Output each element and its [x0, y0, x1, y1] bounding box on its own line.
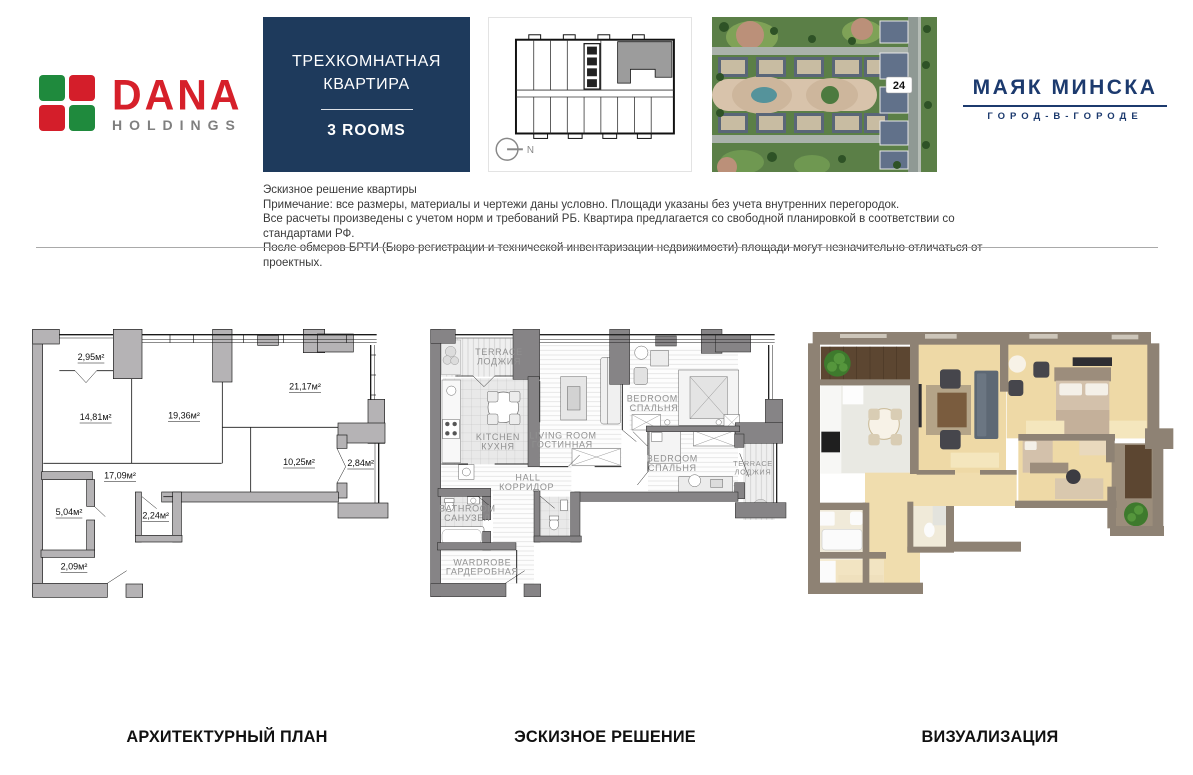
horizontal-divider [36, 247, 1158, 248]
room-bath-en: BATHROOM [438, 503, 496, 514]
area-bath: 5,04м² [55, 507, 83, 517]
logo-square-green-br [69, 105, 95, 131]
disclaimer-line: Примечание: все размеры, материалы и чертежи даны условно. Площади указаны без учета внутренних перегородок. [263, 198, 900, 211]
floor-location-thumbnail [488, 17, 692, 172]
title-divider [321, 109, 413, 110]
project-logo [963, 76, 1167, 122]
caption-sketch-solution: ЭСКИЗНОЕ РЕШЕНИЕ [514, 727, 696, 746]
brand-name: DANA [112, 70, 243, 120]
room-bedroom1-en: BEDROOM [626, 393, 678, 404]
room-bedroom2-ru: СПАЛЬНЯ [648, 463, 697, 473]
visualization-render [800, 330, 1190, 610]
disclaimer-line: Эскизное решение квартиры [263, 184, 417, 196]
title-line1: ТРЕХКОМНАТНАЯ [291, 52, 442, 70]
brand-subtitle: HOLDINGS [112, 117, 242, 133]
room-terrace2-en: TERRACE [733, 459, 773, 468]
room-kitchen-en: KITCHEN [475, 432, 521, 442]
project-name: МАЯК МИНСКА [963, 76, 1167, 107]
room-living-ru: ГОСТИННАЯ [531, 439, 593, 450]
building-floor-plan-icon [489, 18, 691, 171]
room-terrace2-ru: ЛОДЖИЯ [734, 467, 772, 477]
disclaimer-line: Все расчеты произведены с учетом норм и требований РБ. Квартира предлагается со свободной планировкой в соответствии со стандартами РФ. [263, 213, 955, 240]
area-balcony: 2,95м² [77, 352, 105, 362]
room-kitchen-ru: КУХНЯ [481, 441, 515, 452]
room-bath-ru: САНУЗЕЛ [444, 513, 491, 523]
area-labels [56, 352, 374, 571]
logo-square-green-tl [39, 75, 65, 101]
dana-logo-text [112, 70, 243, 133]
dana-logo [38, 70, 243, 133]
elevator-core [584, 44, 600, 89]
disclaimer-line: После обмеров БРТИ (Бюро регистрации и технической инвентаризации недвижимости) площади могут незначительно отличаться от проектных. [263, 242, 983, 269]
apartment-title-box [263, 17, 470, 172]
logo-square-red-tr [69, 75, 95, 101]
logo-square-red-bl [39, 105, 65, 131]
area-label-underlines [56, 363, 374, 572]
area-wc: 2,09м² [60, 561, 88, 572]
site-map [712, 17, 937, 172]
room-living-en: LIVING ROOM [529, 430, 597, 441]
area-room2: 19,36м² [168, 410, 200, 421]
compass-north-label: N [526, 145, 534, 157]
area-closet: 2,24м² [142, 510, 170, 521]
area-room3: 21,17м² [289, 381, 321, 392]
dana-logo-squares-icon [38, 74, 96, 132]
room-wardrobe-en: WARDROBE [453, 557, 512, 568]
architectural-floor-plan [30, 320, 390, 600]
room-terrace1-en: TERRACE [475, 347, 523, 357]
site-map-aerial [712, 17, 937, 172]
room-hall-ru: КОРРИДОР [499, 482, 555, 492]
disclaimer-text [263, 183, 983, 271]
room-hall-en: HALL [515, 472, 541, 483]
caption-visualization: ВИЗУАЛИЗАЦИЯ [921, 727, 1059, 746]
area-room1: 14,81м² [79, 412, 112, 422]
project-tagline: ГОРОД-В-ГОРОДЕ [987, 111, 1143, 122]
room-wardrobe-ru: ГАРДЕРОБНАЯ [445, 566, 519, 577]
room-bedroom1-ru: СПАЛЬНЯ [629, 403, 679, 413]
area-hall: 17,09м² [104, 470, 136, 481]
building-number-label: 24 [892, 80, 906, 92]
room-bedroom2-en: BEDROOM [646, 453, 698, 464]
compass-icon [496, 138, 523, 160]
room-terrace1-ru: ЛОДЖИЯ [476, 356, 522, 367]
area-terrace2: 2,84м² [347, 458, 375, 468]
title-line2: КВАРТИРА [323, 75, 410, 93]
caption-architectural-plan: АРХИТЕКТУРНЫЙ ПЛАН [126, 727, 328, 746]
rooms-count-label: 3 ROOMS [327, 121, 406, 139]
area-room4: 10,25м² [283, 457, 315, 467]
sketch-floor-plan [428, 320, 788, 610]
